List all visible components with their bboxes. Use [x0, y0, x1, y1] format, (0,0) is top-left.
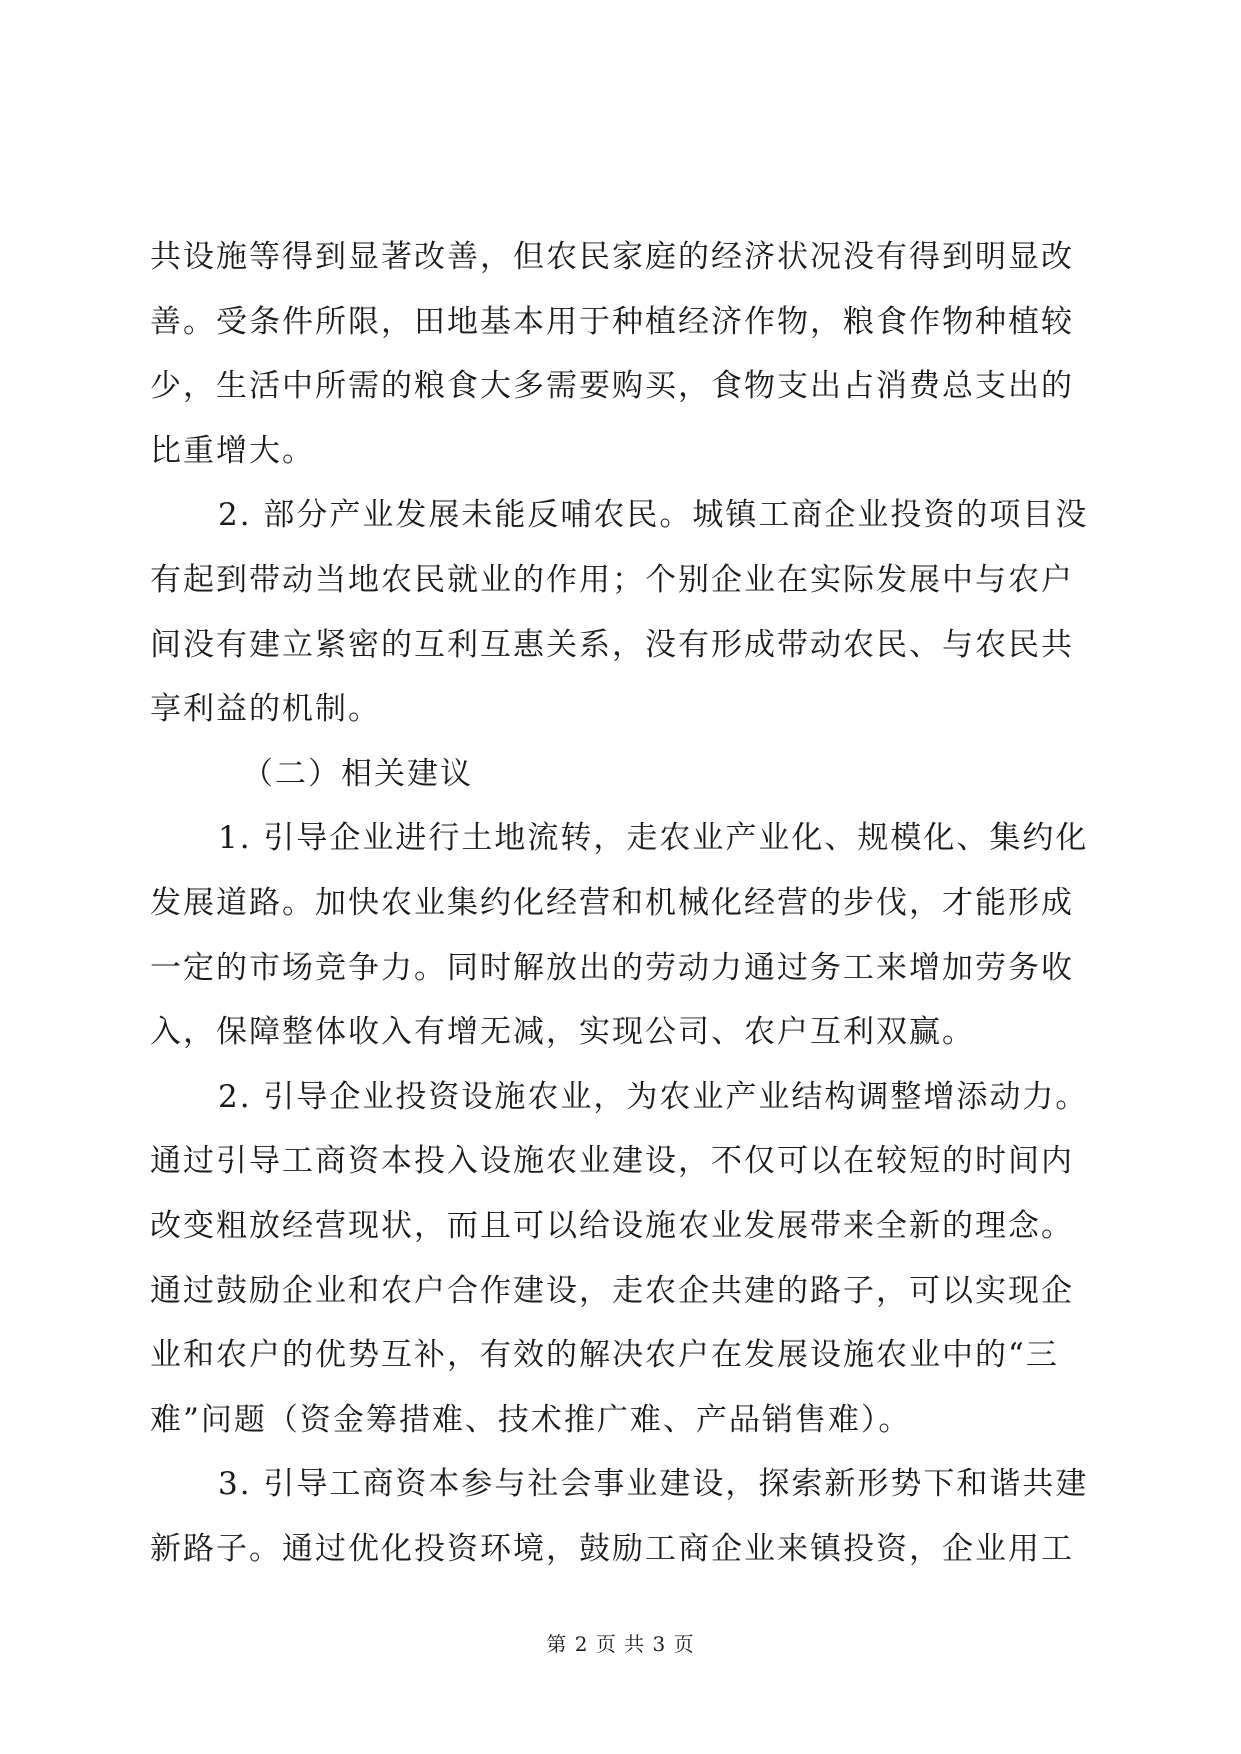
- text-line: 一定的市场竞争力。同时解放出的劳动力通过务工来增加劳务收: [150, 949, 1074, 986]
- text-line: 享利益的机制。: [150, 691, 381, 728]
- text-line: 业和农户的优势互补，有效的解决农户在发展设施农业中的“三: [150, 1337, 1059, 1374]
- text-line: 善。受条件所限，田地基本用于种植经济作物，粮食作物种植较: [150, 303, 1074, 340]
- text-line: 发展道路。加快农业集约化经营和机械化经营的步伐，才能形成: [150, 884, 1074, 921]
- text-line: 间没有建立紧密的互利互惠关系，没有形成带动农民、与农民共: [150, 626, 1074, 663]
- page-number-label: 第 2 页 共 3 页: [546, 1632, 695, 1656]
- text-line: 通过引导工商资本投入设施农业建设，不仅可以在较短的时间内: [150, 1143, 1074, 1180]
- page-footer: [0, 1628, 1241, 1657]
- text-line: 新路子。通过优化投资环境，鼓励工商企业来镇投资，企业用工: [150, 1530, 1074, 1567]
- text-line: 少，生活中所需的粮食大多需要购买，食物支出占消费总支出的: [150, 368, 1074, 405]
- text-line: 通过鼓励企业和农户合作建设，走农企共建的路子，可以实现企: [150, 1272, 1074, 1309]
- text-line: 比重增大。: [150, 432, 315, 469]
- text-line: 入，保障整体收入有增无减，实现公司、农户互利双赢。: [150, 1014, 975, 1051]
- paragraph-start-line: 2. 部分产业发展未能反哺农民。城镇工商企业投资的项目没: [218, 497, 1089, 534]
- paragraph-start-line: 3. 引导工商资本参与社会事业建设，探索新形势下和谐共建: [218, 1466, 1089, 1503]
- paragraph-start-line: 2. 引导企业投资设施农业，为农业产业结构调整增添动力。: [218, 1078, 1089, 1115]
- section-heading: （二）相关建议: [242, 755, 473, 792]
- paragraph-start-line: 1. 引导企业进行土地流转，走农业产业化、规模化、集约化: [218, 820, 1089, 857]
- text-line: 有起到带动当地农民就业的作用；个别企业在实际发展中与农户: [150, 561, 1074, 598]
- document-body: [150, 225, 1089, 1581]
- text-line: 难”问题（资金筹措难、技术推广难、产品销售难）。: [150, 1401, 912, 1438]
- text-line: 共设施等得到显著改善，但农民家庭的经济状况没有得到明显改: [150, 239, 1074, 275]
- text-line: 改变粗放经营现状，而且可以给设施农业发展带来全新的理念。: [150, 1207, 1074, 1244]
